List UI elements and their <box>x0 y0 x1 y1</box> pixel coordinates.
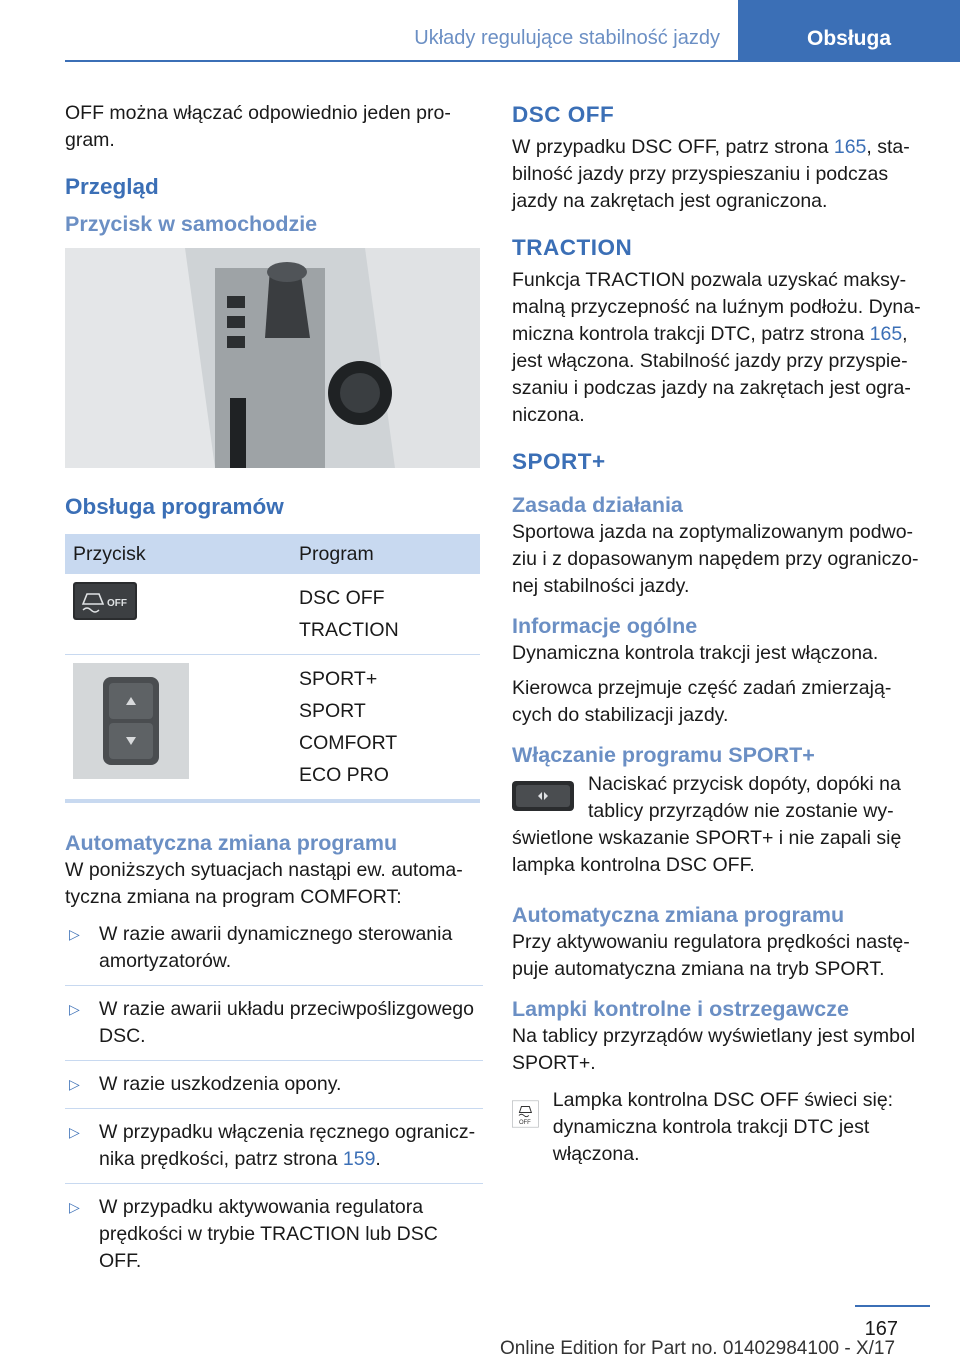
left-column <box>65 100 483 1295</box>
program-dsc-off: DSC OFF <box>299 587 385 609</box>
list-item: ▷ W przypadku aktywowania regulatora prędkości w trybie TRACTION lub DSC OFF. <box>69 1196 438 1272</box>
page-link-165[interactable]: 165 <box>833 136 867 158</box>
sport-plus-button-icon <box>512 781 574 811</box>
svg-text:OFF: OFF <box>107 598 127 609</box>
console-illustration <box>65 248 480 468</box>
header-rule <box>65 60 960 62</box>
dsc-off-warning-lamp-icon <box>512 1087 539 1141</box>
svg-text:OFF: OFF <box>518 1119 531 1126</box>
dsc-off-text: W przypadku DSC OFF, patrz strona 165, sta-bilność jazdy przy przyspieszaniu i podczas jazdy na zakrętach jest ograniczona. <box>512 136 910 212</box>
header-section-title: Układy regulujące stabilność jazdy <box>414 27 720 49</box>
heading-button-in-car: Przycisk w samochodzie <box>65 212 318 236</box>
table-row <box>65 655 480 802</box>
heading-auto-change: Automatyczna zmiana programu <box>65 831 398 855</box>
right-column <box>512 100 927 1168</box>
heading-dsc-off: DSC OFF <box>512 102 615 127</box>
heading-auto-change-2: Automatyczna zmiana programu <box>512 903 845 927</box>
triangle-bullet-icon: ▷ <box>69 1199 80 1215</box>
list-item: ▷ W przypadku włączenia ręcznego ogranicz-nika prędkości, patrz strona 159. <box>65 1119 483 1184</box>
lamps-text: Na tablicy przyrządów wyświetlany jest symbol SPORT+. <box>512 1025 916 1074</box>
heading-sport-plus: SPORT+ <box>512 449 606 474</box>
lamp-text: Lampka kontrolna DSC OFF świeci się: dynamiczna kontrola trakcji DTC jest włączona. <box>552 1089 894 1165</box>
heading-programs: Obsługa programów <box>65 494 284 519</box>
table-header-button: Przycisk <box>65 534 291 574</box>
driving-mode-switch-icon <box>73 663 189 779</box>
program-sport-plus: SPORT+ <box>299 668 378 690</box>
dsc-button-cell <box>65 574 291 655</box>
auto-change-list <box>65 921 483 1285</box>
heading-traction: TRACTION <box>512 235 633 260</box>
table-row <box>65 574 480 655</box>
header-tab: Obsługa <box>738 0 960 60</box>
mode-switch-cell <box>65 655 291 802</box>
list-item: ▷ W razie awarii układu przeciwpoślizgowego DSC. <box>65 996 483 1061</box>
triangle-bullet-icon: ▷ <box>69 1001 80 1017</box>
table-header-program: Program <box>291 534 480 574</box>
program-comfort: COMFORT <box>299 732 398 754</box>
page-link-165[interactable]: 165 <box>869 323 903 345</box>
footer-rule <box>855 1305 930 1307</box>
page-link-159[interactable]: 159 <box>342 1148 376 1170</box>
enable-block <box>512 771 927 879</box>
program-traction: TRACTION <box>299 619 399 641</box>
heading-warning-lamps: Lampki kontrolne i ostrzegawcze <box>512 997 849 1021</box>
auto-change-text: W poniższych sytuacjach nastąpi ew. automa-tyczna zmiana na program COMFORT: <box>65 859 463 908</box>
program-cell <box>291 574 480 655</box>
page-number: 167 <box>864 1318 898 1340</box>
intro-text: OFF można włączać odpowiednio jeden pro-gram. <box>65 102 451 151</box>
list-item: ▷ W razie uszkodzenia opony. <box>65 1071 483 1109</box>
edition-text: Online Edition for Part no. 01402984100 - X/17 <box>500 1338 896 1359</box>
heading-principle: Zasada działania <box>512 493 683 517</box>
triangle-bullet-icon: ▷ <box>69 1124 80 1140</box>
heading-general-info: Informacje ogólne <box>512 614 698 638</box>
triangle-bullet-icon: ▷ <box>69 1076 80 1092</box>
page-header <box>65 0 960 60</box>
program-sport: SPORT <box>299 700 366 722</box>
program-table <box>65 534 480 803</box>
lamp-block <box>512 1087 927 1168</box>
dsc-off-button-icon <box>73 582 137 620</box>
general-text-1: Dynamiczna kontrola trakcji jest włączona. <box>512 642 879 664</box>
car-console-photo <box>65 248 480 468</box>
heading-overview: Przegląd <box>65 174 159 199</box>
traction-text: Funkcja TRACTION pozwala uzyskać maksy-malną przyczepność na luźnym podłożu. Dyna-miczna kontrola trakcji DTC, patrz strona 165, jest włączona. Stabilność jazdy przy przyspie-szaniu i podczas jazdy na zakrętach jest ogra-niczona. <box>512 269 921 426</box>
heading-enable-sport-plus: Włączanie programu SPORT+ <box>512 743 815 767</box>
program-eco-pro: ECO PRO <box>299 764 389 786</box>
triangle-bullet-icon: ▷ <box>69 926 80 942</box>
program-cell <box>291 655 480 802</box>
enable-text: Naciskać przycisk dopóty, dopóki na tablicy przyrządów nie zostanie wy-świetlone wskazanie SPORT+ i nie zapali się lampka kontrolna DSC OFF. <box>512 773 902 876</box>
general-text-2: Kierowca przejmuje część zadań zmierzają-cych do stabilizacji jazdy. <box>512 677 892 726</box>
principle-text: Sportowa jazda na zoptymalizowanym podwo-ziu i z dopasowanym napędem przy ograniczo-nej stabilności jazdy. <box>512 521 919 597</box>
list-item: ▷ W razie awarii dynamicznego sterowania amortyzatorów. <box>65 921 483 986</box>
auto-change-2-text: Przy aktywowaniu regulatora prędkości nastę-puje automatyczna zmiana na tryb SPORT. <box>512 931 910 980</box>
